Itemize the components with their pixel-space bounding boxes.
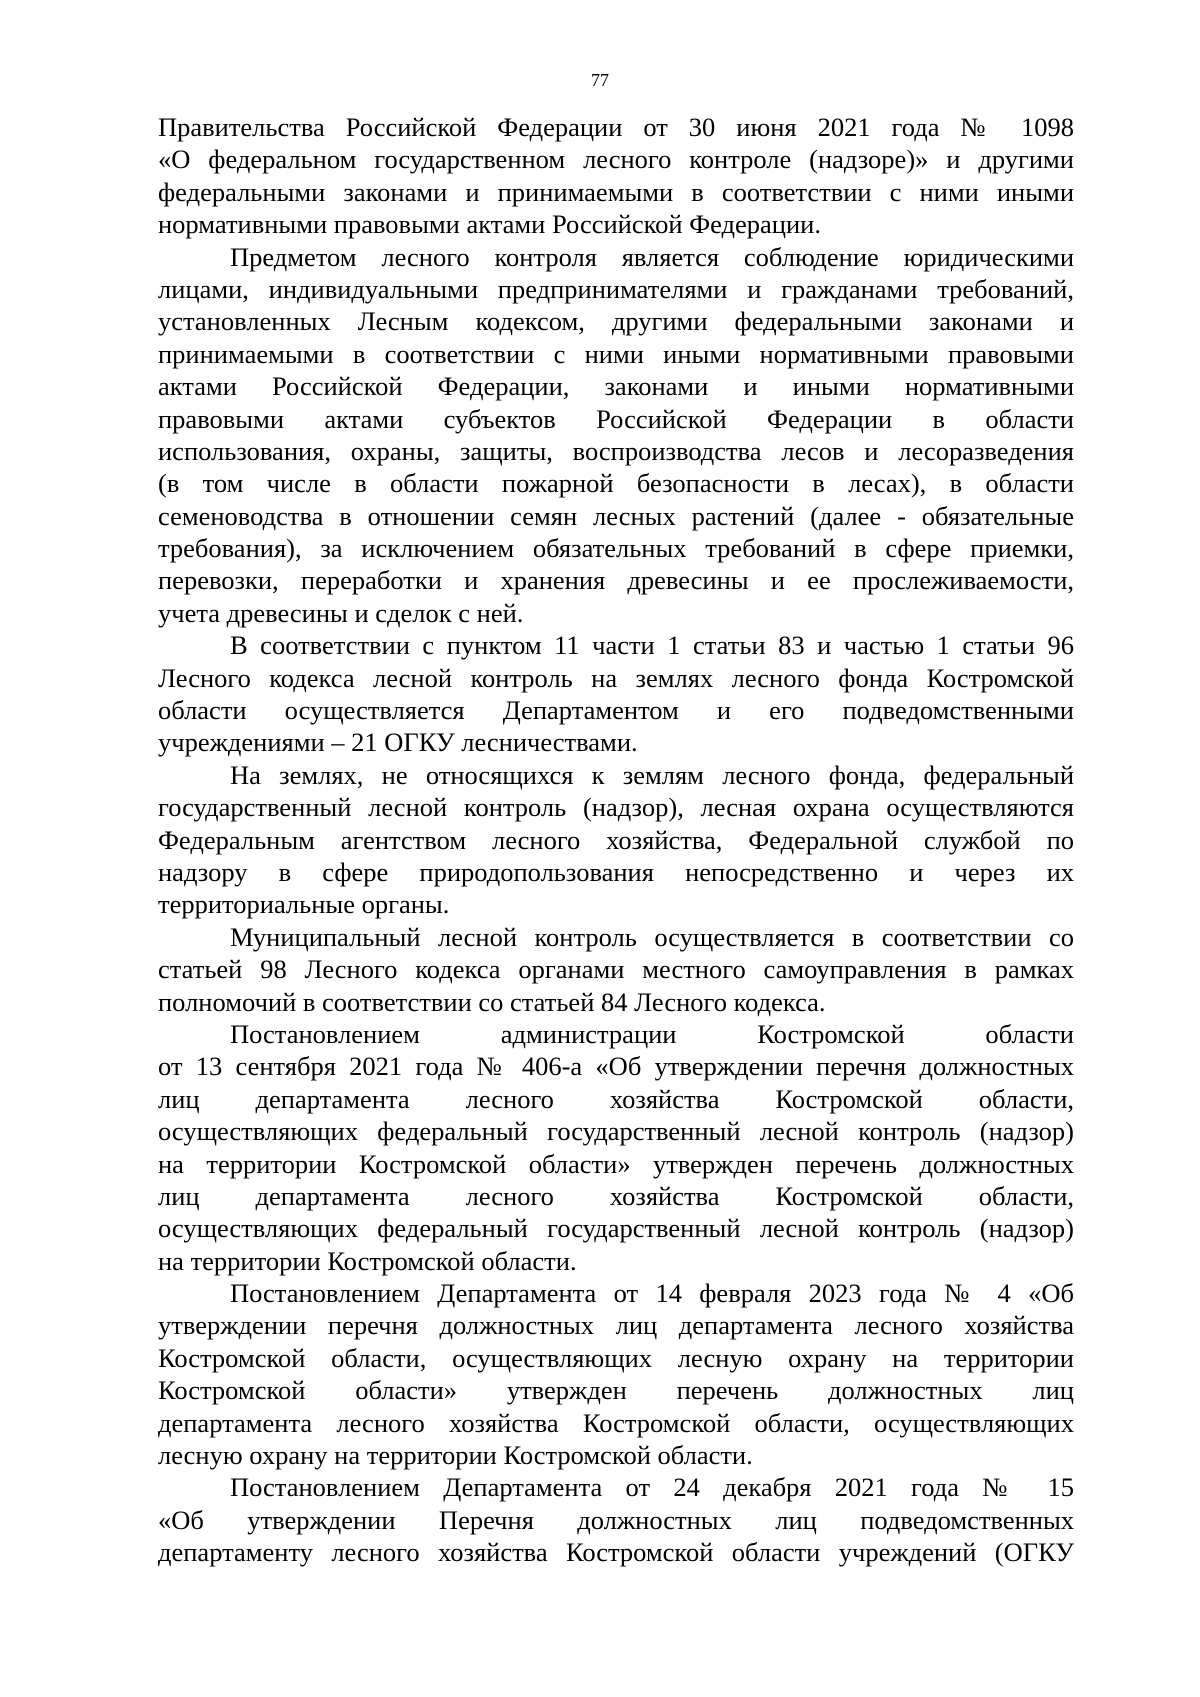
- page-number: 77: [591, 70, 609, 90]
- text-line: Костромской области, осуществляющих лесную охрану на территории: [158, 1342, 1074, 1373]
- text-line: семеноводства в отношении семян лесных растений (далее - обязательные: [158, 500, 1074, 531]
- text-line: В соответствии с пунктом 11 части 1 статьи 83 и частью 1 статьи 96: [230, 630, 1074, 661]
- text-line: федеральными законами и принимаемыми в соответствии с ними иными: [158, 176, 1074, 207]
- text-line: полномочий в соответствии со статьей 84 Лесного кодекса.: [158, 986, 826, 1017]
- text-line: на территории Костромской области» утвержден перечень должностных: [158, 1148, 1074, 1179]
- paragraph: [158, 111, 1074, 241]
- text-line: лиц департамента лесного хозяйства Костромской области,: [158, 1180, 1074, 1211]
- text-line: территориальные органы.: [158, 889, 450, 920]
- text-line: статьей 98 Лесного кодекса органами местного самоуправления в рамках: [158, 954, 1074, 985]
- text-line: На землях, не относящихся к землям лесного фонда, федеральный: [230, 759, 1074, 790]
- text-line: лесную охрану на территории Костромской области.: [158, 1440, 753, 1471]
- paragraph: [158, 1277, 1074, 1471]
- text-line: государственный лесной контроль (надзор), лесная охрана осуществляются: [158, 792, 1074, 823]
- paragraph: [158, 759, 1074, 921]
- text-line: «О федеральном государственном лесного контроле (надзоре)» и другими: [158, 144, 1074, 175]
- text-line: утверждении перечня должностных лиц департамента лесного хозяйства: [158, 1310, 1074, 1341]
- text-line: (в том числе в области пожарной безопасности в лесах), в области: [158, 468, 1074, 499]
- paragraph: [158, 1471, 1074, 1568]
- text-line: лиц департамента лесного хозяйства Костромской области,: [158, 1083, 1074, 1114]
- paragraph: [158, 921, 1074, 1018]
- text-line: области осуществляется Департаментом и его подведомственными: [158, 695, 1074, 726]
- text-line: департаменту лесного хозяйства Костромской области учреждений (ОГКУ: [158, 1537, 1074, 1568]
- text-line: от 13 сентября 2021 года № 406-а «Об утверждении перечня должностных: [158, 1051, 1074, 1082]
- paragraph: [158, 241, 1074, 630]
- text-line: «Об утверждении Перечня должностных лиц подведомственных: [158, 1504, 1074, 1535]
- text-line: учета древесины и сделок с ней.: [158, 597, 524, 628]
- text-line: Постановлением Департамента от 14 февраля 2023 года № 4 «Об: [230, 1278, 1074, 1309]
- text-line: Костромской области» утвержден перечень должностных лиц: [158, 1375, 1074, 1406]
- text-line: актами Российской Федерации, законами и иными нормативными: [158, 371, 1074, 402]
- text-line: Постановлением Департамента от 24 декабря 2021 года № 15: [230, 1472, 1074, 1503]
- text-line: использования, охраны, защиты, воспроизводства лесов и лесоразведения: [158, 435, 1074, 466]
- text-line: правовыми актами субъектов Российской Федерации в области: [158, 403, 1074, 434]
- text-line: требования), за исключением обязательных требований в сфере приемки,: [158, 533, 1074, 564]
- text-line: перевозки, переработки и хранения древесины и ее прослеживаемости,: [158, 565, 1074, 596]
- text-line: принимаемыми в соответствии с ними иными нормативными правовыми: [158, 338, 1074, 369]
- text-line: надзору в сфере природопользования непосредственно и через их: [158, 856, 1074, 887]
- text-line: осуществляющих федеральный государственный лесной контроль (надзор): [158, 1116, 1074, 1147]
- text-line: Федеральным агентством лесного хозяйства, Федеральной службой по: [158, 824, 1074, 855]
- document-body: [158, 111, 1074, 1569]
- text-line: нормативными правовыми актами Российской Федерации.: [158, 209, 821, 240]
- text-line: Постановлением администрации Костромской области: [230, 1018, 1074, 1049]
- text-line: на территории Костромской области.: [158, 1245, 577, 1276]
- paragraph: [158, 1018, 1074, 1277]
- text-line: Правительства Российской Федерации от 30 июня 2021 года № 1098: [158, 112, 1074, 142]
- paragraph: [158, 629, 1074, 759]
- text-line: установленных Лесным кодексом, другими федеральными законами и: [158, 306, 1074, 337]
- text-line: учреждениями – 21 ОГКУ лесничествами.: [158, 727, 638, 758]
- text-line: Муниципальный лесной контроль осуществляется в соответствии со: [230, 921, 1074, 952]
- text-line: лицами, индивидуальными предпринимателями и гражданами требований,: [158, 273, 1074, 304]
- text-line: Лесного кодекса лесной контроль на землях лесного фонда Костромской: [158, 662, 1074, 693]
- text-line: осуществляющих федеральный государственный лесной контроль (надзор): [158, 1213, 1074, 1244]
- text-line: департамента лесного хозяйства Костромской области, осуществляющих: [158, 1407, 1074, 1438]
- text-line: Предметом лесного контроля является соблюдение юридическими: [230, 241, 1074, 272]
